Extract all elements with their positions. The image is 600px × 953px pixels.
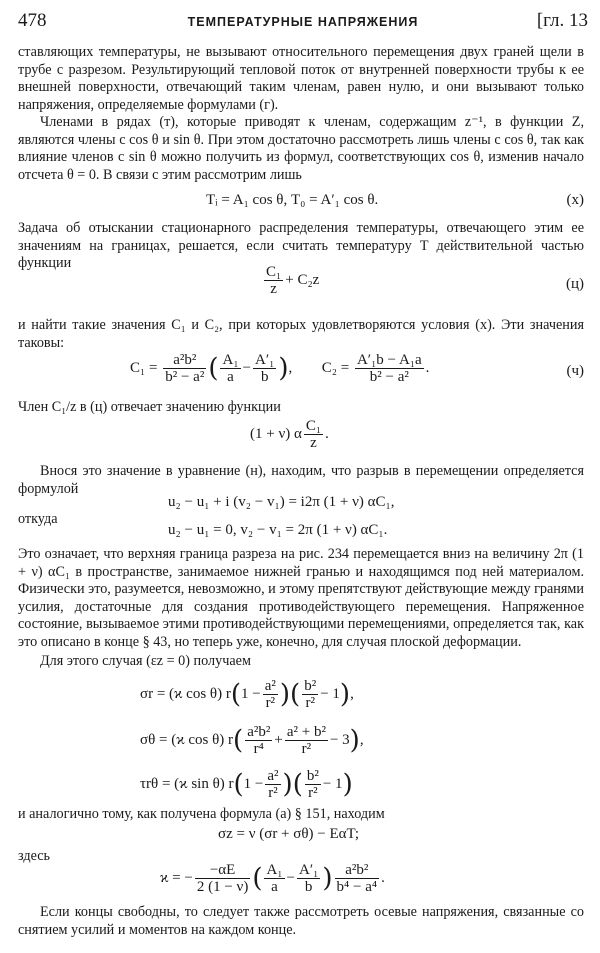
equation-kappa: [160, 862, 385, 895]
frac-num: a² + b²: [286, 724, 326, 740]
frac-den: r⁴: [253, 741, 264, 757]
kappa-lhs: ϰ = −: [160, 869, 193, 886]
sr-term1: 1 −: [241, 685, 261, 702]
sr-lhs: σr = (ϰ cos θ) r: [140, 685, 231, 702]
chapter-marker: [гл. 13: [536, 10, 588, 31]
frac-num: −αE: [195, 862, 250, 879]
paren-close: ): [279, 679, 291, 710]
frac-den: r²: [308, 785, 318, 801]
st-term2: − 3: [329, 731, 350, 748]
equation-sigma-z: σz = ν (σr + σθ) − EαT;: [218, 826, 360, 842]
page-header: [18, 10, 588, 36]
paren-open: (: [233, 725, 244, 756]
tr-term1: 1 −: [243, 775, 264, 792]
op-plus: +: [274, 731, 283, 748]
equation-u2: u₂ − u₁ = 0, v₂ − v₁ = 2π (1 + ν) αC₁.: [168, 522, 388, 538]
st-lhs: σθ = (ϰ cos θ) r: [140, 731, 234, 748]
frac-den: r²: [268, 785, 278, 801]
paren-close: ): [339, 679, 351, 710]
fraction-a1-a: [264, 862, 284, 895]
func-lhs: (1 + ν) α: [250, 425, 302, 442]
frac-den: z: [310, 435, 317, 451]
equation-u1: u₂ − u₁ + i (v₂ − v₁) = i2π (1 + ν) αC₁,: [168, 494, 395, 510]
frac-num: A₁: [222, 352, 239, 368]
frac-num: a²b²: [163, 352, 206, 369]
fraction-a2b2-b4a4: [335, 862, 380, 895]
fraction-c1-z: [264, 264, 283, 297]
equation-sigma-r: [140, 678, 354, 711]
equation-ts: [262, 264, 319, 297]
fraction-alphaE: [195, 862, 250, 895]
paragraph-8: Это означает, что верхняя граница разреза на рис. 234 перемещается вниз на величину 2π (1 + ν) αC₁ в пространстве, занимаемое нижней гранью и находящимся под ней материалом. Физически это, разумеется, невозможно, и этому препятствуют действующие между гранями усилия, достаточные для создания противодействующего перемещения. Напряженное состояние, вызываемое этими противодействующими перемещениями, определяется так, как это описано в конце § 43, но теперь уже, конечно, для случая плоской деформации.: [18, 546, 584, 650]
c2-lhs: C₂ =: [321, 359, 350, 376]
paragraph-9: Для этого случая (εz = 0) получаем: [40, 653, 251, 669]
fraction-c1-z-2: [304, 418, 323, 451]
op-minus: −: [286, 869, 295, 886]
equation-x: Tᵢ = A₁ cos θ, T₀ = A′₁ cos θ.: [206, 192, 379, 208]
frac-num: A′₁: [299, 862, 319, 878]
paren-close: ): [322, 863, 333, 894]
frac-den: r²: [265, 695, 276, 711]
fraction-a2-r2: [263, 678, 278, 711]
paren-close: ): [349, 725, 360, 756]
paren-close: ): [278, 353, 289, 384]
frac-den: a: [271, 879, 278, 895]
tr-term2: − 1: [322, 775, 343, 792]
sr-term2: − 1: [320, 685, 340, 702]
frac-den: r²: [301, 741, 312, 757]
paragraph-2: Членами в рядах (т), которые приводят к членам, содержащим z⁻¹, в функции Z, являются члены с cos θ и sin θ. При этом достаточно рассмотреть лишь члены с cos θ, так как влияние членов с sin θ можно получить из формул, соответствующих cos θ, изменив начало отсчета θ = 0. В связи с этим рассмотрим лишь: [18, 114, 584, 183]
fraction-c1: [163, 352, 206, 385]
paragraph-1: ставляющих температуры, не вызывают относительного перемещения двух граней щели в трубе с разрезом. Результирующий тепловой поток от внутренней поверхности трубы к ее внешней поверхности, отвечающий таким членам, равен нулю, и они вызывают только напряжения, определяемые формулами (г).: [18, 44, 584, 113]
paragraph-12: Если концы свободны, то следует также рассмотреть осевые напряжения, связанные со снятием усилий и моментов на каждом конце.: [18, 904, 584, 938]
frac-num: A′₁: [255, 352, 275, 368]
frac-den: b⁴ − a⁴: [336, 879, 378, 895]
frac-num: A′₁b − A₁a: [356, 352, 422, 368]
equation-ch-tag: (ч): [566, 363, 584, 379]
frac-den: a: [227, 369, 234, 385]
fraction-a2-r2: [265, 768, 280, 801]
frac-den: r²: [305, 695, 315, 711]
equation-ch: [130, 352, 429, 385]
frac-num: a²b²: [335, 862, 380, 879]
paren-open: (: [208, 353, 219, 384]
fraction-a2pb2-r2: [285, 724, 328, 757]
eq-dot: .: [325, 425, 329, 442]
fraction-b2-r2: [302, 678, 318, 711]
fraction-a1p-b: [253, 352, 276, 385]
equation-x-tag: (х): [566, 192, 584, 208]
paragraph-5: Член C₁/z в (ц) отвечает значению функции: [18, 399, 281, 415]
frac-num: b²: [306, 768, 319, 784]
fraction-a1p-b: [297, 862, 320, 895]
fraction-b2-r2: [305, 768, 321, 801]
op-minus: −: [242, 359, 252, 376]
fraction-a1-a: [220, 352, 240, 385]
frac-den: b: [260, 369, 269, 385]
paren-open: (: [230, 679, 242, 710]
paragraph-3: Задача об отыскании стационарного распределения температуры, отвечающего этим ее значениям на границах, решается, если считать температуру T действительной частью функции: [18, 220, 584, 271]
frac-num: a²: [267, 768, 279, 784]
eq-dot: .: [425, 359, 430, 376]
paren-close: ): [282, 769, 293, 800]
frac-den: b: [304, 879, 313, 895]
frac-num: a²b²: [247, 724, 271, 740]
paren-close: ): [342, 769, 353, 800]
paragraph-7: откуда: [18, 511, 58, 527]
frac-den: z: [270, 281, 277, 297]
c1-lhs: C₁ =: [130, 359, 158, 376]
eq-comma: ,: [288, 359, 293, 376]
running-title: ТЕМПЕРАТУРНЫЕ НАПРЯЖЕНИЯ: [187, 15, 419, 29]
fraction-c2: [355, 352, 424, 385]
frac-den: 2 (1 − ν): [196, 879, 249, 895]
frac-num: A₁: [266, 862, 283, 878]
page-number: 478: [18, 10, 47, 31]
eq-dot: .: [381, 869, 385, 886]
eq-comma: ,: [350, 685, 354, 702]
paren-open: (: [252, 863, 263, 894]
frac-num: C₁: [305, 418, 322, 434]
paragraph-6: Внося это значение в уравнение (н), находим, что разрыв в перемещении определяется формулой: [18, 463, 584, 497]
frac-den: b² − a²: [369, 369, 409, 385]
frac-num: b²: [304, 678, 317, 694]
equation-tau: [140, 768, 353, 801]
eq-comma: ,: [359, 731, 364, 748]
paren-open: (: [233, 769, 244, 800]
paren-open: (: [292, 769, 303, 800]
equation-sigma-theta: [140, 724, 364, 757]
equation-ts-tag: (ц): [565, 276, 584, 292]
paragraph-10: и аналогично тому, как получена формула (а) § 151, находим: [18, 806, 385, 822]
fraction-a2b2-r4: [245, 724, 272, 757]
paragraph-4: и найти такие значения C₁ и C₂, при которых удовлетворяются условия (х). Эти значения таковы:: [18, 317, 584, 351]
equation-func: [250, 418, 329, 451]
paren-open: (: [290, 679, 301, 710]
tr-lhs: τrθ = (ϰ sin θ) r: [140, 775, 234, 792]
eq-ts-rest: + C₂z: [285, 271, 320, 288]
paragraph-11: здесь: [18, 848, 50, 864]
frac-den: b² − a²: [165, 369, 205, 385]
frac-num: C₁: [266, 264, 282, 280]
frac-num: a²: [264, 678, 276, 694]
